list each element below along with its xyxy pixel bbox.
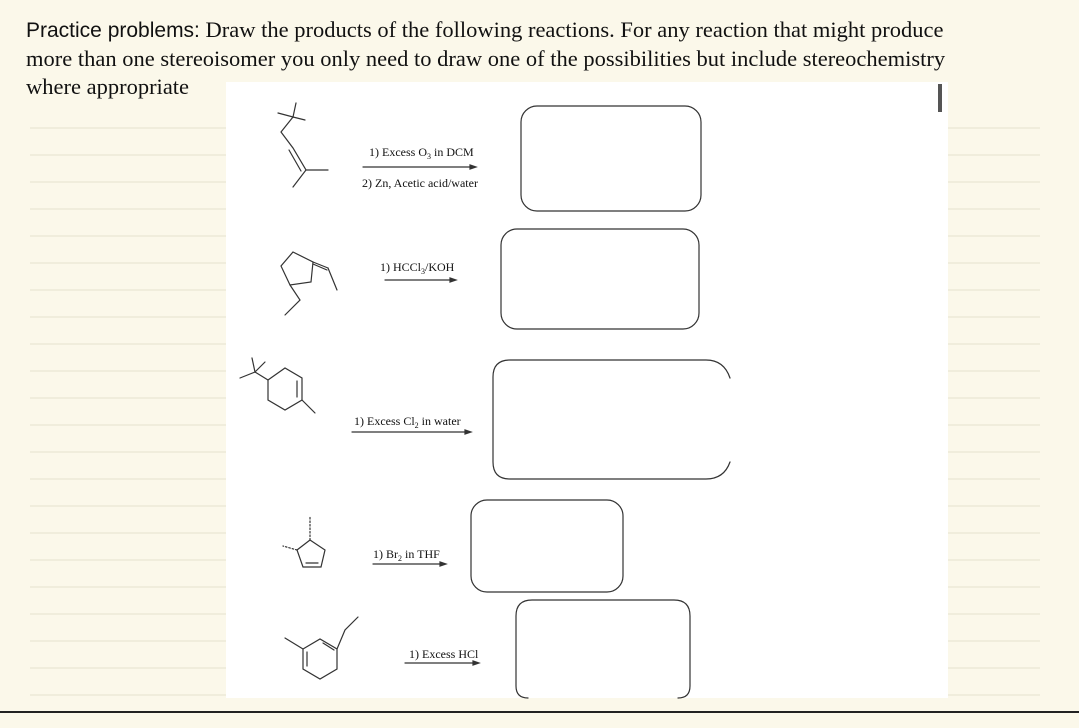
arrow-1	[363, 165, 476, 169]
product-box-2[interactable]	[501, 229, 699, 329]
reactant-3-structure	[240, 358, 315, 413]
reactant-4-structure	[283, 516, 325, 567]
reagent-1-step-1: 1) Excess $O_3$ in DCM	[369, 145, 474, 161]
heading-line-3: where appropriate	[26, 74, 190, 99]
reagent-3-step-1: 1) Excess $Cl_2$ in water	[354, 414, 461, 430]
arrow-4	[373, 562, 446, 566]
heading-line-2: more than one stereoisomer you only need to draw one of the possibilities but include stereochemistry	[26, 46, 946, 71]
arrow-2	[385, 278, 456, 282]
reagent-4-step-1: 1) $Br_2$ in THF	[373, 547, 440, 563]
reagent-1-step-2: 2) Zn, Acetic acid/water	[362, 176, 478, 190]
reactant-2-structure	[281, 252, 337, 315]
heading-lead: Practice problems:	[26, 19, 200, 42]
product-box-4[interactable]	[471, 500, 623, 592]
reactant-1-structure	[278, 103, 328, 187]
arrow-5	[405, 661, 479, 665]
reagent-2-step-1: 1) HCCl$_3$/KOH	[380, 260, 455, 276]
heading-line-1-rest: Draw the products of the following reactions. For any reaction that might produce	[199, 17, 944, 42]
reactant-5-structure	[285, 617, 358, 679]
arrow-3	[352, 430, 471, 434]
page-bottom-rule	[0, 711, 1079, 713]
reagent-5-step-1: 1) Excess HCl	[409, 647, 479, 661]
product-box-3[interactable]	[493, 360, 730, 479]
product-box-1[interactable]	[521, 106, 701, 211]
product-box-5[interactable]	[516, 600, 690, 698]
